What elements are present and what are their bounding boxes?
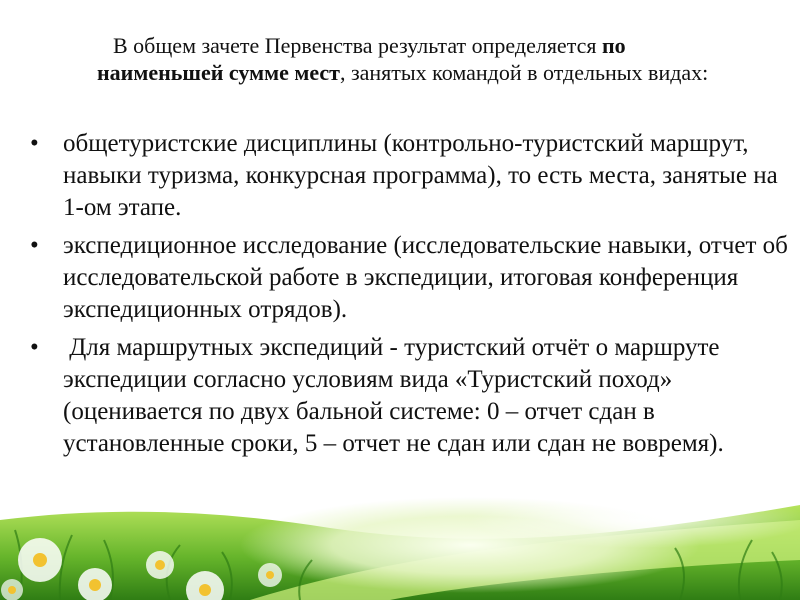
intro-text-start: В общем зачете Первенства результат определяется: [113, 33, 597, 58]
intro-paragraph: [97, 32, 757, 86]
intro-bold-phrase: по наименьшей сумме мест: [97, 33, 626, 85]
bullet-marker: •: [30, 130, 39, 157]
bullet-marker: •: [30, 334, 39, 361]
intro-text-end: , занятых командой в отдельных видах:: [339, 60, 709, 85]
bullet-list: [30, 128, 790, 466]
bullet-item: [30, 128, 790, 224]
bullet-marker: •: [30, 232, 39, 259]
bullet-text: общетуристские дисциплины (контрольно-туристский маршрут, навыки туризма, конкурсная программа), то есть места, занятые на 1-ом этапе.: [63, 130, 778, 221]
bullet-text: Для маршрутных экспедиций - туристский отчёт о маршруте экспедиции согласно условиям вида «Туристский поход» (оценивается по двух бальной системе: 0 – отчет сдан в установленные сроки, 5 – отчет не сдан или сдан не вовремя).: [63, 334, 726, 457]
bullet-item: [30, 332, 790, 460]
bullet-item: [30, 230, 790, 326]
bullet-text: экспедиционное исследование (исследовательские навыки, отчет об исследовательской работе в экспедиции, итоговая конференция экспедиционных отрядов).: [63, 232, 788, 323]
